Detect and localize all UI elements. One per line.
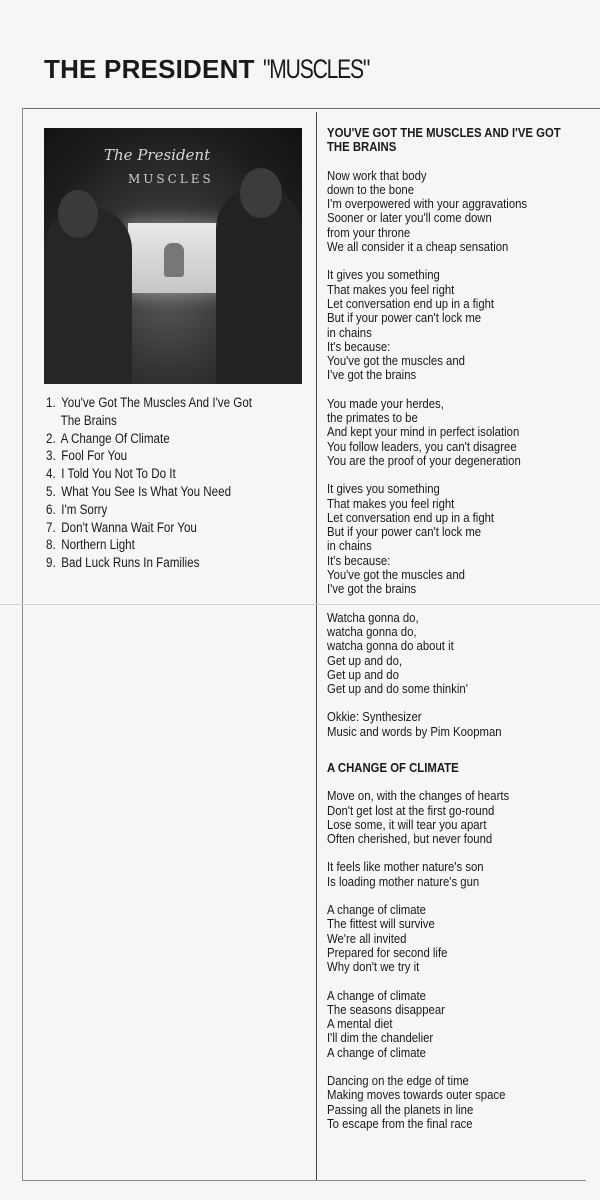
track-title: The Brains (60, 412, 117, 428)
track-title: Bad Luck Runs In Families (61, 555, 200, 571)
stanza-gap (327, 468, 595, 482)
lyric-line: down to the bone (327, 181, 415, 197)
stanza-gap (327, 775, 595, 789)
track-number: 7. (46, 519, 56, 535)
stanza-gap (327, 383, 595, 397)
lyric-line: Get up and do, (327, 652, 403, 668)
top-rule (22, 108, 600, 109)
lyric-line: I've got the brains (327, 581, 417, 597)
lyric-line: That makes you feel right (327, 281, 455, 297)
lyric-line: You are the proof of your degeneration (327, 452, 521, 468)
song-heading: A CHANGE OF CLIMATE (327, 759, 459, 775)
stanza-gap (327, 155, 595, 169)
lyric-line: Music and words by Pim Koopman (327, 723, 502, 739)
lyric-line: We're all invited (327, 930, 407, 946)
lyric-line: The fittest will survive (327, 916, 435, 932)
lyric-line: It gives you something (327, 481, 440, 497)
lyric-line: A mental diet (327, 1016, 393, 1032)
stanza-gap (327, 696, 595, 710)
lyric-line: But if your power can't lock me (327, 524, 482, 540)
track-title: Northern Light (61, 537, 135, 553)
lyric-line: And kept your mind in perfect isolation (327, 424, 520, 440)
lyric-line: You made your herdes, (327, 395, 444, 411)
lyrics-column (327, 126, 595, 1131)
track-number: 2. (46, 430, 56, 446)
track-item (46, 483, 304, 501)
track-number: 5. (46, 483, 56, 499)
column-divider (316, 112, 317, 1180)
stanza-gap (327, 846, 595, 860)
lyric-line: Making moves towards outer space (327, 1087, 506, 1103)
track-number: 9. (46, 555, 56, 571)
lyric-line: You follow leaders, you can't disagree (327, 438, 517, 454)
lyric-line: Let conversation end up in a fight (327, 509, 495, 525)
lyric-line: I've got the brains (327, 367, 417, 383)
lyric-line: That makes you feel right (327, 495, 455, 511)
lyric-line: Move on, with the changes of hearts (327, 788, 510, 804)
lyric-line: Sooner or later you'll come down (327, 210, 492, 226)
track-item (46, 501, 304, 519)
lyric-line: Get up and do (327, 666, 399, 682)
track-number: 8. (46, 537, 56, 553)
track-item (46, 412, 319, 430)
track-list (46, 394, 308, 572)
track-number: 3. (46, 448, 56, 464)
track-item (46, 554, 304, 572)
lyric-line: in chains (327, 324, 372, 340)
lyric-line: Now work that body (327, 167, 427, 183)
lyric-line: Let conversation end up in a fight (327, 295, 495, 311)
track-title: What You See Is What You Need (61, 483, 232, 499)
lyric-line: I'm overpowered with your aggravations (327, 196, 528, 212)
lyric-line: It's because: (327, 338, 391, 354)
lyric-line: It feels like mother nature's son (327, 859, 484, 875)
track-item (46, 430, 304, 448)
lyric-line: I'll dim the chandelier (327, 1030, 434, 1046)
lyric-line: watcha gonna do, (327, 623, 417, 639)
track-number: 1. (46, 395, 56, 410)
lyric-line: Often cherished, but never found (327, 831, 493, 847)
lyric-line: A change of climate (327, 1044, 426, 1060)
track-item (46, 465, 304, 483)
cover-head-left (58, 190, 98, 238)
lyric-line: Dancing on the edge of time (327, 1073, 469, 1089)
lyric-line: Prepared for second life (327, 944, 448, 960)
lyric-line: in chains (327, 538, 372, 554)
track-title: Fool For You (61, 448, 128, 464)
lyric-line: Is loading mother nature's gun (327, 873, 480, 889)
track-item (46, 447, 304, 465)
lyric-line: Okkie: Synthesizer (327, 709, 422, 725)
cover-title: MUSCLES (128, 172, 214, 186)
track-item (46, 519, 304, 537)
lyric-line: The seasons disappear (327, 1001, 445, 1017)
track-item (46, 394, 304, 412)
lyric-line: the primates to be (327, 410, 418, 426)
track-title: I'm Sorry (61, 501, 108, 517)
lyric-line: It's because: (327, 552, 391, 568)
lyric-line: A change of climate (327, 902, 426, 918)
lyric-line: Watcha gonna do, (327, 609, 419, 625)
stanza-gap (327, 254, 595, 268)
page-title (44, 50, 399, 86)
lyric-line: Get up and do some thinkin' (327, 681, 468, 697)
lyric-line: It gives you something (327, 267, 440, 283)
lyric-line: A change of climate (327, 987, 426, 1003)
track-number: 4. (46, 466, 56, 482)
song-heading: YOU'VE GOT THE MUSCLES AND I'VE GOT (327, 125, 561, 140)
cover-logo: The President (104, 146, 211, 164)
lyric-line: Passing all the planets in line (327, 1101, 474, 1117)
lyric-line: To escape from the final race (327, 1115, 473, 1131)
song-heading: THE BRAINS (327, 139, 397, 155)
lyric-line: We all consider it a cheap sensation (327, 239, 509, 255)
lyric-line: watcha gonna do about it (327, 638, 454, 654)
track-title: Don't Wanna Wait For You (61, 519, 197, 535)
track-title: A Change Of Climate (60, 430, 170, 446)
track-item (46, 536, 304, 554)
album-cover (44, 128, 302, 384)
lyric-line: You've got the muscles and (327, 353, 465, 369)
stanza-gap (327, 975, 595, 989)
band-name: THE PRESIDENT (44, 54, 255, 84)
track-number: 6. (46, 501, 56, 517)
album-name: "MUSCLES" (262, 54, 369, 84)
stanza-gap (327, 1060, 595, 1074)
lyric-line: from your throne (327, 224, 411, 240)
lyric-line: You've got the muscles and (327, 567, 465, 583)
cover-head-right (240, 168, 282, 218)
lyric-line: But if your power can't lock me (327, 310, 482, 326)
lyric-line: Lose some, it will tear you apart (327, 816, 487, 832)
stanza-gap (327, 597, 595, 611)
stanza-gap (327, 739, 595, 761)
track-title: I Told You Not To Do It (61, 466, 176, 482)
lyric-line: Why don't we try it (327, 959, 420, 975)
cover-tv-screen (128, 223, 222, 293)
lyric-line: Don't get lost at the first go-round (327, 802, 495, 818)
left-rule (22, 108, 23, 1180)
track-title: You've Got The Muscles And I've Got (61, 395, 253, 410)
bottom-rule (22, 1180, 586, 1181)
stanza-gap (327, 889, 595, 903)
